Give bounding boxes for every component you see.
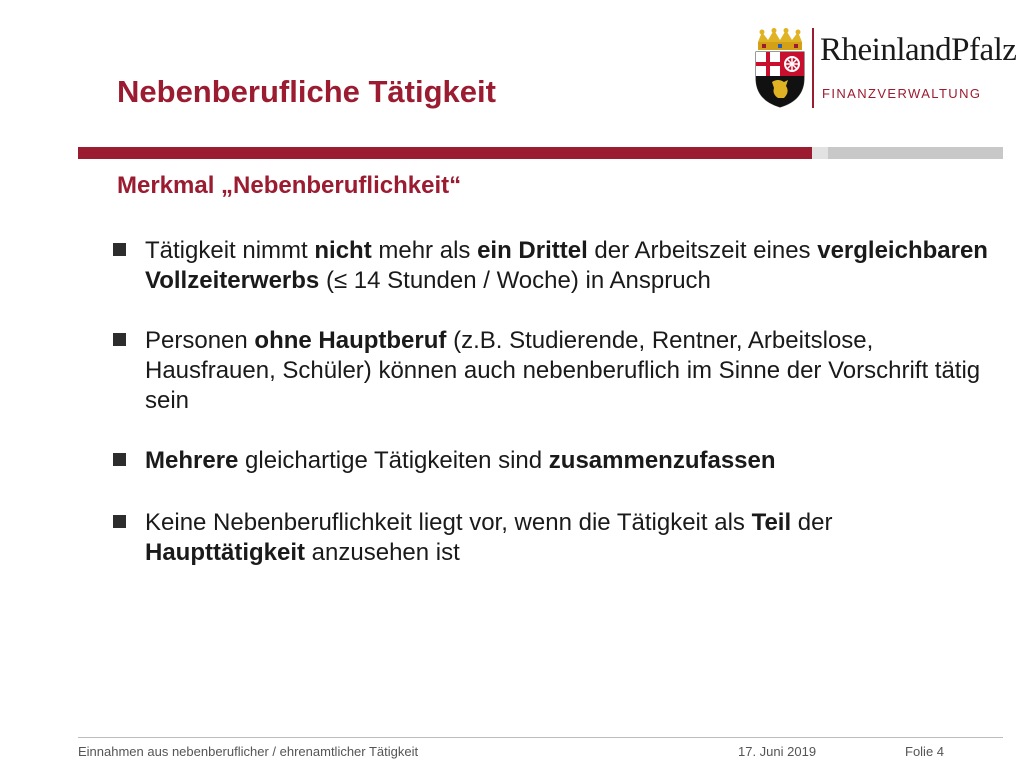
bullet-item bbox=[113, 236, 993, 296]
bullet-text: Keine Nebenberuflichkeit liegt vor, wenn die Tätigkeit als bbox=[145, 509, 752, 536]
bullet-text: Tätigkeit nimmt bbox=[145, 237, 315, 264]
bullet-emphasis: nicht bbox=[314, 237, 372, 264]
square-bullet-icon bbox=[113, 515, 126, 528]
square-bullet-icon bbox=[113, 333, 126, 346]
bullet-text: gleichartige Tätigkeiten sind bbox=[238, 447, 549, 474]
logo-divider bbox=[812, 28, 814, 108]
square-bullet-icon bbox=[113, 453, 126, 466]
bullet-text: (≤ 14 Stunden / Woche) in Anspruch bbox=[319, 267, 711, 294]
slide-subtitle: Merkmal „Nebenberuflichkeit“ bbox=[117, 172, 462, 199]
divider-accent-segment bbox=[78, 147, 812, 159]
bullet-text: Personen bbox=[145, 327, 255, 354]
footer-topic: Einnahmen aus nebenberuflicher / ehrenamtlicher Tätigkeit bbox=[78, 744, 419, 759]
slide-title: Nebenberufliche Tätigkeit bbox=[117, 74, 496, 109]
bullet-text: anzusehen ist bbox=[305, 539, 460, 566]
bullet-emphasis: Mehrere bbox=[145, 447, 239, 474]
bullet-list bbox=[113, 236, 993, 598]
bullet-item bbox=[113, 508, 993, 568]
rheinland-pfalz-logo bbox=[752, 28, 1017, 108]
divider-light-segment bbox=[812, 147, 828, 159]
bullet-text: (z.B. Studierende, Rentner, Arbeitslose, Hausfrauen, Schüler) können auch nebenberuflich im Sinne der Vorschrift tätig sein bbox=[145, 327, 981, 414]
bullet-emphasis: zusammenzufassen bbox=[548, 447, 776, 474]
bullet-text: der bbox=[791, 509, 833, 536]
bullet-text: der Arbeitszeit eines bbox=[587, 237, 818, 264]
bullet-item bbox=[113, 326, 993, 416]
bullet-item bbox=[113, 446, 993, 476]
logo-sub-text: FINANZVERWALTUNG bbox=[822, 86, 982, 101]
bullet-emphasis: Haupttätigkeit bbox=[145, 539, 306, 566]
bullet-emphasis: ohne Hauptberuf bbox=[254, 327, 447, 354]
footer-divider bbox=[78, 737, 1003, 738]
logo-brand-text: RheinlandPfalz bbox=[820, 32, 1017, 68]
footer-date: 17. Juni 2019 bbox=[738, 744, 817, 759]
title-divider-bar bbox=[78, 147, 1003, 159]
bullet-emphasis: ein Drittel bbox=[477, 237, 588, 264]
bullet-text: mehr als bbox=[371, 237, 478, 264]
square-bullet-icon bbox=[113, 243, 126, 256]
footer-slide-number: Folie 4 bbox=[905, 744, 945, 759]
coat-of-arms-icon bbox=[752, 28, 808, 108]
bullet-emphasis: Teil bbox=[751, 509, 792, 536]
divider-grey-segment bbox=[828, 147, 1003, 159]
bullet-emphasis: vergleichbaren Vollzeiterwerbs bbox=[145, 237, 988, 294]
